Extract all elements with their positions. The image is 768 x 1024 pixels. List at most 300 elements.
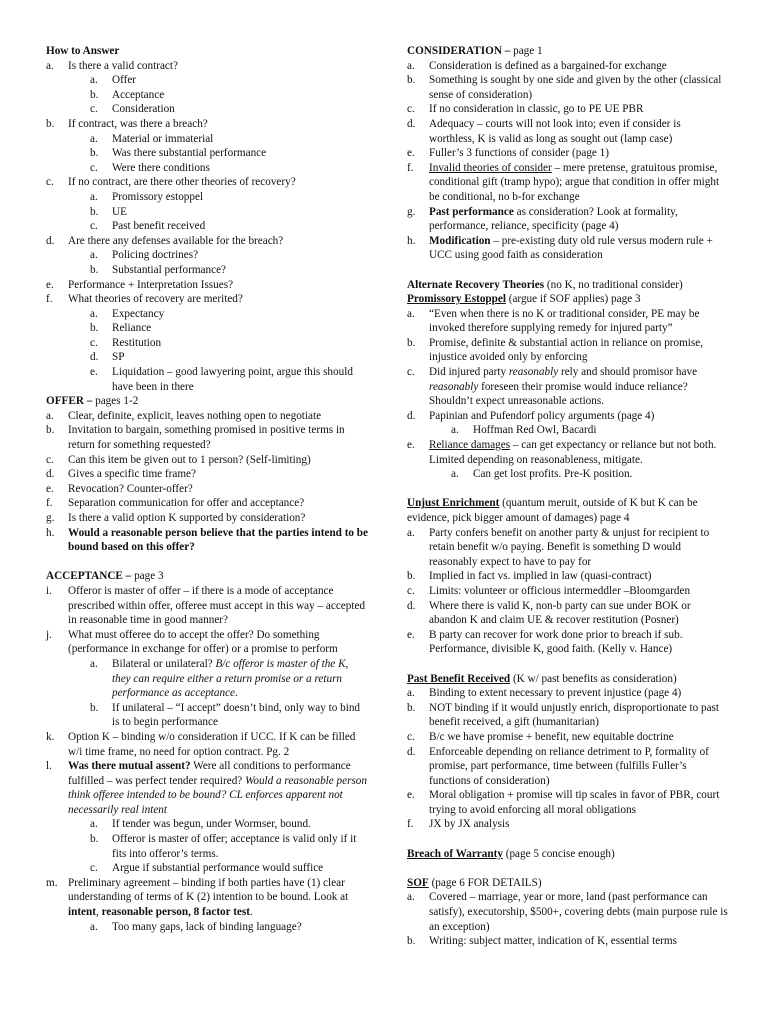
item-text [68, 628, 368, 657]
item-marker: e. [46, 278, 54, 291]
left-column [46, 44, 368, 934]
item-text [112, 161, 368, 176]
text-run: – can get expectancy or reliance but not both. Limited depending on reasonableness, mitigate. [429, 439, 717, 466]
item-marker: c. [90, 161, 98, 174]
item-text [112, 102, 368, 117]
text-run: Invalid theories of consider [429, 161, 552, 174]
blank-line [407, 832, 729, 847]
text-run: Can get lost profits. Pre-K position. [473, 468, 633, 481]
text-run: Bilateral or unilateral? [112, 657, 216, 670]
text-run: Reliance [112, 322, 152, 335]
section-heading [407, 278, 729, 293]
list-item [407, 934, 729, 949]
item-text [68, 730, 368, 759]
text-run: Substantial performance? [112, 263, 227, 276]
text-run: – pre-existing duty old rule versus modern rule + UCC using good faith as consideration [429, 234, 713, 262]
text-run: Would a reasonable person think offeree intended to be bound? CL enforces apparent not necessarily real intent [68, 774, 367, 816]
list-item [407, 788, 729, 817]
section-heading [407, 292, 729, 307]
text-run: JX by JX analysis [429, 818, 510, 831]
text-run: Is there a valid contract? [68, 59, 178, 72]
item-text [68, 511, 368, 526]
list-item [46, 496, 368, 511]
item-text [68, 175, 368, 190]
text-run: Something is sought by one side and given by the other (classical sense of consideration) [429, 74, 722, 101]
item-marker: b. [46, 424, 55, 437]
item-text [68, 584, 368, 628]
item-text [429, 146, 729, 161]
item-text [429, 365, 729, 409]
list-item [46, 117, 368, 132]
item-text [429, 409, 729, 424]
text-run: Past performance [429, 205, 514, 218]
item-marker: d. [407, 117, 416, 130]
item-text [429, 102, 729, 117]
text-run: If no contract, are there other theories of recovery? [68, 176, 296, 189]
text-run: Papinian and Pufendorf policy arguments (page 4) [429, 409, 655, 422]
item-text [429, 584, 729, 599]
text-run: UE [112, 205, 127, 218]
text-run: (argue if SOF applies) page 3 [505, 293, 641, 306]
text-run: Was there substantial performance [112, 147, 267, 160]
sub-list-item [90, 657, 368, 701]
item-text [429, 59, 729, 74]
item-marker: d. [407, 745, 416, 758]
list-item [407, 701, 729, 730]
list-item [46, 628, 368, 657]
text-run: Promissory estoppel [112, 190, 204, 203]
item-text [429, 788, 729, 817]
item-text [473, 423, 729, 438]
item-text [112, 321, 368, 336]
sub-list-item [451, 423, 729, 438]
sub-list-item [90, 861, 368, 876]
section-heading [407, 876, 729, 891]
list-item [407, 59, 729, 74]
list-item [46, 59, 368, 74]
item-text [68, 467, 368, 482]
text-run: Promise, definite & substantial action in reliance on promise, injustice avoided only by enforcing [429, 336, 704, 364]
text-run: B/c we have promise + benefit, new equitable doctrine [429, 730, 674, 743]
text-run: Past benefit received [112, 220, 206, 233]
item-marker: c. [46, 453, 54, 466]
item-marker: j. [46, 628, 52, 641]
item-text [429, 686, 729, 701]
text-run: Liquidation – good lawyering point, argue this should have been in there [112, 366, 353, 393]
sub-list-item [90, 350, 368, 365]
text-run: If unilateral – “I accept” doesn’t bind, only way to bind is to begin performance [112, 701, 361, 729]
sub-list-item [90, 336, 368, 351]
sub-list-item [90, 248, 368, 263]
item-marker: b. [407, 74, 416, 87]
sub-list-item [90, 365, 368, 394]
item-marker: a. [90, 920, 98, 933]
text-run: B party can recover for work done prior to breach if sub. Performance, divisible K, good faith. (Kelly v. Hance) [429, 628, 683, 656]
item-text [68, 234, 368, 249]
item-marker: f. [407, 161, 414, 174]
item-text [68, 876, 368, 920]
item-marker: a. [407, 59, 415, 72]
item-marker: e. [407, 628, 415, 641]
item-text [429, 628, 729, 657]
item-text [429, 161, 729, 205]
text-run: Offeror is master of offer – if there is a mode of acceptance prescribed within offer, offeree must accept in this way – accepted in reasonable time in good manner? [68, 584, 366, 627]
item-marker: a. [90, 190, 98, 203]
item-marker: e. [407, 439, 415, 452]
text-run: Did injured party [429, 366, 509, 379]
sub-list-item [90, 817, 368, 832]
text-run: Argue if substantial performance would suffice [112, 862, 324, 875]
item-marker: f. [46, 497, 53, 510]
section-heading [407, 496, 729, 525]
item-text [112, 219, 368, 234]
text-run: “Even when there is no K or traditional consider, PE may be invoked therefore supplying remedy for injured party” [429, 307, 700, 335]
list-item [46, 876, 368, 920]
text-run: Was there mutual assent? [68, 760, 191, 773]
sub-list-item [90, 146, 368, 161]
item-marker: c. [90, 336, 98, 349]
text-run: reasonable person, 8 factor test [101, 906, 250, 919]
text-run: Fuller’s 3 functions of consider (page 1) [429, 147, 609, 160]
list-item [407, 730, 729, 745]
item-marker: d. [46, 234, 55, 247]
text-run: Material or immaterial [112, 132, 214, 145]
item-text [68, 482, 368, 497]
text-run: page 1 [513, 45, 543, 57]
text-run: Is there a valid option K supported by consideration? [68, 512, 306, 524]
blank-line [407, 482, 729, 497]
item-marker: d. [90, 351, 99, 364]
item-text [112, 350, 368, 365]
item-text [112, 73, 368, 88]
section-heading [407, 847, 729, 862]
item-text [429, 438, 729, 467]
list-item [407, 686, 729, 701]
sub-list-item [90, 132, 368, 147]
item-text [112, 307, 368, 322]
list-item [46, 278, 368, 293]
blank-line [407, 657, 729, 672]
item-text [68, 759, 368, 817]
item-marker: e. [407, 789, 415, 802]
item-marker: e. [90, 366, 98, 379]
item-marker: a. [451, 468, 459, 481]
text-run: Party confers benefit on another party & unjust for recipient to retain benefit w/o paying. Benefit is something D would reasonably expect to have to pay for [429, 526, 710, 568]
list-item [407, 102, 729, 117]
text-run: If no consideration in classic, go to PE UE PBR [429, 103, 644, 116]
text-run: Would a reasonable person believe that the parties intend to be bound based on this offer? [68, 526, 368, 554]
item-marker: g. [46, 512, 55, 524]
item-text [429, 569, 729, 584]
item-text [68, 423, 368, 452]
text-run: Where there is valid K, non-b party can sue under BOK or abandon K and claim UE & recover restitution (Posner) [429, 599, 691, 627]
text-run: Alternate Recovery Theories [407, 278, 545, 291]
list-item [407, 409, 729, 424]
item-text [112, 88, 368, 103]
item-text [112, 832, 368, 861]
text-run: reasonably [429, 380, 479, 393]
item-text [112, 263, 368, 278]
text-run: Offeror is master of offer; acceptance is valid only if it fits into offeror’s terms. [112, 833, 357, 860]
sub-list-item [90, 307, 368, 322]
text-run: Binding to extent necessary to prevent injustice (page 4) [429, 687, 682, 700]
text-run: (K w/ past benefits as consideration) [510, 672, 677, 685]
text-run: pages 1-2 [95, 395, 139, 408]
text-run: Adequacy – courts will not look into; even if consider is worthless, K is valid as long as sought out (lamp case) [429, 117, 681, 145]
item-text [429, 599, 729, 628]
item-text [429, 745, 729, 789]
list-item [46, 175, 368, 190]
text-run: Moral obligation + promise will tip scales in favor of PBR, court trying to avoid enforcing all moral obligations [429, 789, 720, 816]
item-marker: b. [46, 117, 55, 130]
list-item [46, 526, 368, 555]
item-text [429, 117, 729, 146]
sub-list-item [90, 832, 368, 861]
item-marker: c. [90, 220, 98, 233]
item-marker: a. [46, 409, 54, 422]
list-item [46, 409, 368, 424]
text-run: Invitation to bargain, something promised in positive terms in return for something requested? [68, 424, 345, 452]
text-run: Modification [429, 234, 491, 247]
item-text [68, 526, 368, 555]
text-run: SP [112, 351, 125, 364]
list-item [46, 730, 368, 759]
text-run: If tender was begun, under Wormser, bound. [112, 818, 311, 831]
section-heading [46, 394, 368, 409]
item-marker: h. [407, 234, 416, 247]
item-text [429, 73, 729, 102]
text-run: Past Benefit Received [407, 672, 511, 685]
list-item [407, 817, 729, 832]
text-run: intent [68, 906, 96, 919]
text-run: What must offeree do to accept the offer? Do something (performance in exchange for offer) or a promise to perform [68, 628, 338, 656]
item-marker: c. [407, 730, 415, 743]
item-marker: f. [46, 293, 53, 306]
item-text [429, 205, 729, 234]
item-marker: c. [407, 103, 415, 116]
sub-list-item [90, 219, 368, 234]
text-run: foreseen their promise would induce reliance? Shouldn’t expect unreasonable actions. [429, 380, 688, 408]
text-run: (quantum meruit, outside of K but K can be evidence, pick bigger amount of damages) page 4 [407, 497, 698, 524]
text-run: Can this item be given out to 1 person? (Self-limiting) [68, 453, 311, 466]
text-run: Unjust Enrichment [407, 497, 500, 510]
text-run: Writing: subject matter, indication of K, essential terms [429, 935, 677, 948]
item-marker: g. [407, 205, 416, 218]
blank-line [46, 555, 368, 570]
item-marker: b. [90, 147, 99, 160]
item-text [112, 920, 368, 935]
list-item [407, 599, 729, 628]
item-marker: c. [90, 103, 98, 116]
list-item [407, 146, 729, 161]
text-run: Restitution [112, 336, 162, 349]
item-text [112, 336, 368, 351]
text-run: Separation communication for offer and acceptance? [68, 497, 305, 510]
text-run: Hoffman Red Owl, Bacardi [473, 424, 597, 437]
item-marker: b. [90, 701, 99, 714]
text-run: Breach of Warranty [407, 847, 503, 860]
list-item [407, 161, 729, 205]
item-text [112, 817, 368, 832]
sub-list-item [90, 205, 368, 220]
section-heading [46, 569, 368, 584]
text-run: Consideration is defined as a bargained-for exchange [429, 59, 667, 72]
sub-list-item [90, 263, 368, 278]
section-heading [407, 44, 729, 59]
list-item [407, 745, 729, 789]
text-run: – mere pretense, gratuitous promise, conditional gift (tramp hypo); argue that condition in offer might be conditional, no b-for exchange [429, 161, 720, 203]
item-text [429, 934, 729, 949]
item-marker: h. [46, 526, 55, 539]
list-item [46, 234, 368, 249]
item-text [429, 730, 729, 745]
text-run: Too many gaps, lack of binding language? [112, 920, 302, 933]
item-marker: a. [407, 891, 415, 904]
text-run: rely and should promisor have [558, 366, 698, 379]
item-marker: e. [46, 482, 54, 495]
list-item [407, 438, 729, 467]
text-run: Expectancy [112, 307, 165, 320]
text-run: Covered – marriage, year or more, land (past performance can satisfy), executorship, $500+, covering debts (main purpose rule is an exception) [429, 891, 728, 933]
item-marker: b. [90, 263, 99, 276]
text-run: Enforceable depending on reliance detriment to P, formality of promise, part performance, time between (fulfills Fuller’s functions of consideration) [429, 745, 709, 787]
item-text [429, 336, 729, 365]
list-item [46, 292, 368, 307]
item-text [429, 817, 729, 832]
item-marker: b. [407, 935, 416, 948]
text-run: Gives a specific time frame? [68, 468, 196, 481]
item-marker: c. [46, 176, 54, 189]
text-run: reasonably [508, 366, 559, 379]
item-marker: b. [90, 833, 99, 846]
blank-line [407, 263, 729, 278]
text-run: Promissory Estoppel [407, 293, 506, 306]
list-item [46, 511, 368, 526]
item-text [429, 701, 729, 730]
list-item [407, 307, 729, 336]
item-marker: b. [407, 336, 416, 349]
item-marker: a. [407, 307, 415, 320]
item-text [112, 861, 368, 876]
item-marker: d. [407, 409, 416, 422]
item-marker: a. [90, 74, 98, 87]
item-marker: a. [451, 424, 459, 437]
text-run: Performance + Interpretation Issues? [68, 278, 234, 291]
item-marker: a. [90, 307, 98, 320]
list-item [407, 526, 729, 570]
list-item [407, 336, 729, 365]
text-run: Option K – binding w/o consideration if UCC. If K can be filled w/i time frame, no need for option contract. Pg. 2 [68, 730, 356, 758]
text-run: . [235, 687, 238, 700]
text-run: If contract, was there a breach? [68, 117, 208, 130]
text-run: , [95, 906, 102, 919]
text-run: . [249, 906, 253, 919]
text-run: page 3 [134, 570, 164, 583]
text-run: (page 5 concise enough) [502, 847, 615, 860]
item-text [112, 365, 368, 394]
item-marker: b. [90, 322, 99, 335]
text-run: Limits: volunteer or officious intermeddler –Bloomgarden [429, 584, 691, 597]
list-item [46, 423, 368, 452]
item-text [68, 278, 368, 293]
item-text [429, 307, 729, 336]
item-text [429, 526, 729, 570]
list-item [407, 205, 729, 234]
text-run: as consideration? Look at formality, performance, reliance, specificity (page 4) [429, 205, 678, 233]
text-run: NOT binding if it would unjustly enrich, disproportionate to past benefit received, a gift (humanitarian) [429, 701, 720, 729]
sub-list-item [90, 321, 368, 336]
item-text [112, 248, 368, 263]
list-item [46, 759, 368, 817]
item-marker: a. [90, 249, 98, 262]
text-run: (page 6 FOR DETAILS) [428, 876, 542, 889]
item-marker: b. [407, 701, 416, 714]
item-text [68, 59, 368, 74]
list-item [46, 482, 368, 497]
text-run: SOF [407, 876, 429, 889]
text-run: CONSIDERATION – [407, 45, 514, 57]
item-text [112, 146, 368, 161]
item-marker: a. [90, 818, 98, 831]
item-marker: b. [407, 570, 416, 583]
text-run: Are there any defenses available for the breach? [68, 234, 284, 247]
item-text [68, 409, 368, 424]
text-run: (no K, no traditional consider) [544, 278, 683, 291]
item-text [429, 234, 729, 263]
list-item [407, 628, 729, 657]
item-marker: d. [407, 599, 416, 612]
list-item [407, 584, 729, 599]
sub-list-item [451, 467, 729, 482]
list-item [407, 365, 729, 409]
item-text [112, 657, 368, 701]
sub-list-item [90, 88, 368, 103]
item-marker: a. [90, 132, 98, 145]
item-text [112, 205, 368, 220]
text-run: How to Answer [46, 45, 120, 57]
text-run: B/c offeror is master of the K, they can require either a return promise or a return performance as acceptance [112, 657, 349, 700]
item-marker: a. [90, 657, 98, 670]
sub-list-item [90, 920, 368, 935]
item-marker: c. [407, 584, 415, 597]
sub-list-item [90, 701, 368, 730]
item-marker: a. [46, 59, 54, 72]
text-run: OFFER – [46, 395, 96, 408]
item-text [112, 701, 368, 730]
blank-line [407, 861, 729, 876]
section-heading [407, 672, 729, 687]
sub-list-item [90, 73, 368, 88]
item-marker: d. [46, 468, 55, 481]
item-marker: f. [407, 818, 414, 831]
text-run: Reliance damages [429, 439, 511, 452]
list-item [407, 117, 729, 146]
text-run: Were all conditions to performance fulfilled – was perfect tender required? [68, 760, 351, 787]
sub-list-item [90, 190, 368, 205]
text-run: Preliminary agreement – binding if both parties have (1) clear understanding of terms of K (2) intention to be bound. Look at [68, 876, 349, 904]
list-item [46, 467, 368, 482]
item-marker: e. [407, 147, 415, 160]
item-marker: m. [46, 876, 58, 889]
item-text [68, 292, 368, 307]
item-marker: l. [46, 760, 52, 773]
right-column [407, 44, 729, 949]
list-item [407, 73, 729, 102]
item-marker: c. [407, 366, 415, 379]
item-text [473, 467, 729, 482]
sub-list-item [90, 102, 368, 117]
text-run: Policing doctrines? [112, 249, 199, 262]
